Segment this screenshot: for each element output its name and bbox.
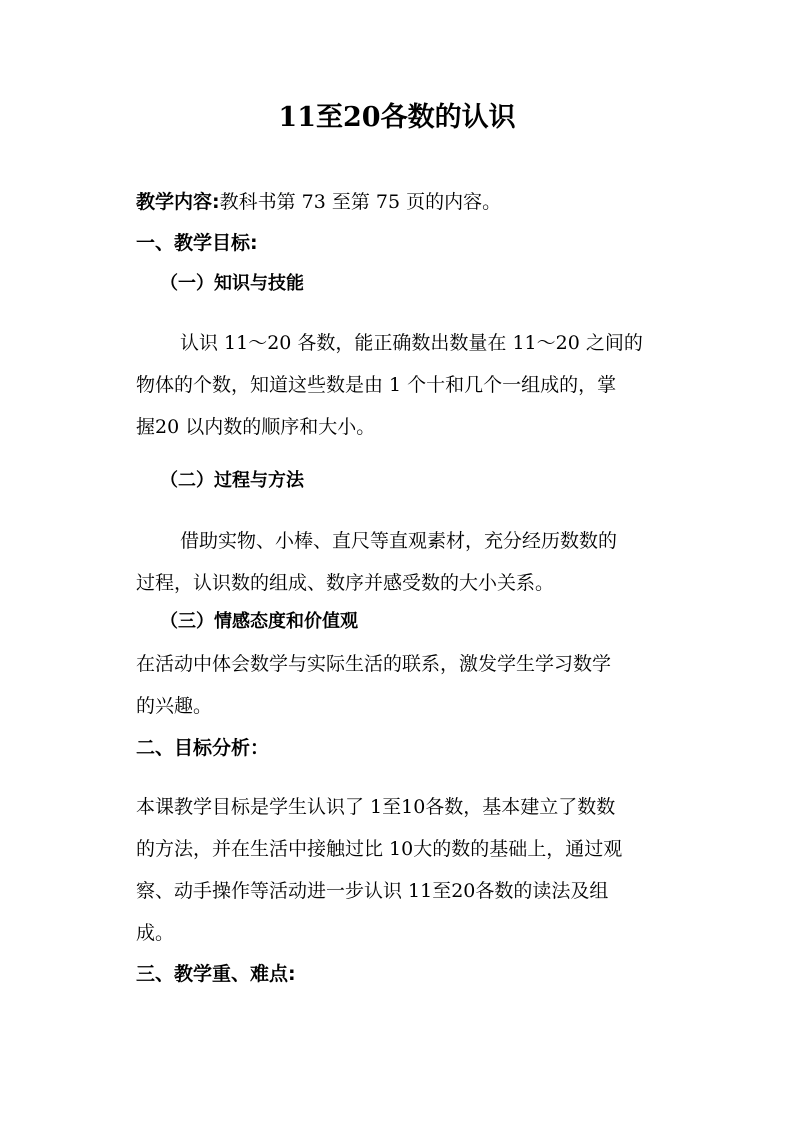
section-heading-objectives: 一、教学目标: xyxy=(136,232,258,254)
paragraph-line: 物体的个数，知道这些数是由 1 个十和几个一组成的，掌 xyxy=(136,374,617,396)
paragraph-line: 过程，认识数的组成、数序并感受数的大小关系。 xyxy=(136,572,555,594)
document-title: 11至20各数的认识 xyxy=(278,102,516,133)
section-heading-key-points: 三、教学重、难点: xyxy=(136,963,296,985)
paragraph-line: 察、动手操作等活动进一步认识 11至20各数的读法及组 xyxy=(136,880,609,902)
paragraph-line: 的方法，并在生活中接触过比 10大的数的基础上，通过观 xyxy=(136,838,623,860)
paragraph-line: 认识 11～20 各数，能正确数出数量在 11～20 之间的 xyxy=(180,332,643,354)
teaching-content-line xyxy=(136,190,501,214)
teaching-content-text: 教科书第 73 至第 75 页的内容。 xyxy=(219,191,502,213)
paragraph-line: 的兴趣。 xyxy=(136,695,213,717)
paragraph-line: 本课教学目标是学生认识了 1至10各数，基本建立了数数 xyxy=(136,796,616,818)
section-heading-goal-analysis: 二、目标分析： xyxy=(136,737,270,759)
paragraph-line: 在活动中体会数学与实际生活的联系，激发学生学习数学 xyxy=(136,653,612,675)
subheading-emotion-values: （三）情感态度和价值观 xyxy=(160,611,358,632)
paragraph-line: 成。 xyxy=(136,922,175,944)
paragraph-line: 借助实物、小棒、直尺等直观素材，充分经历数数的 xyxy=(180,530,618,552)
teaching-content-label: 教学内容: xyxy=(136,191,220,213)
subheading-knowledge-skills: （一）知识与技能 xyxy=(160,273,304,294)
subheading-process-method: （二）过程与方法 xyxy=(160,470,304,491)
paragraph-line: 握20 以内数的顺序和大小。 xyxy=(136,416,376,438)
